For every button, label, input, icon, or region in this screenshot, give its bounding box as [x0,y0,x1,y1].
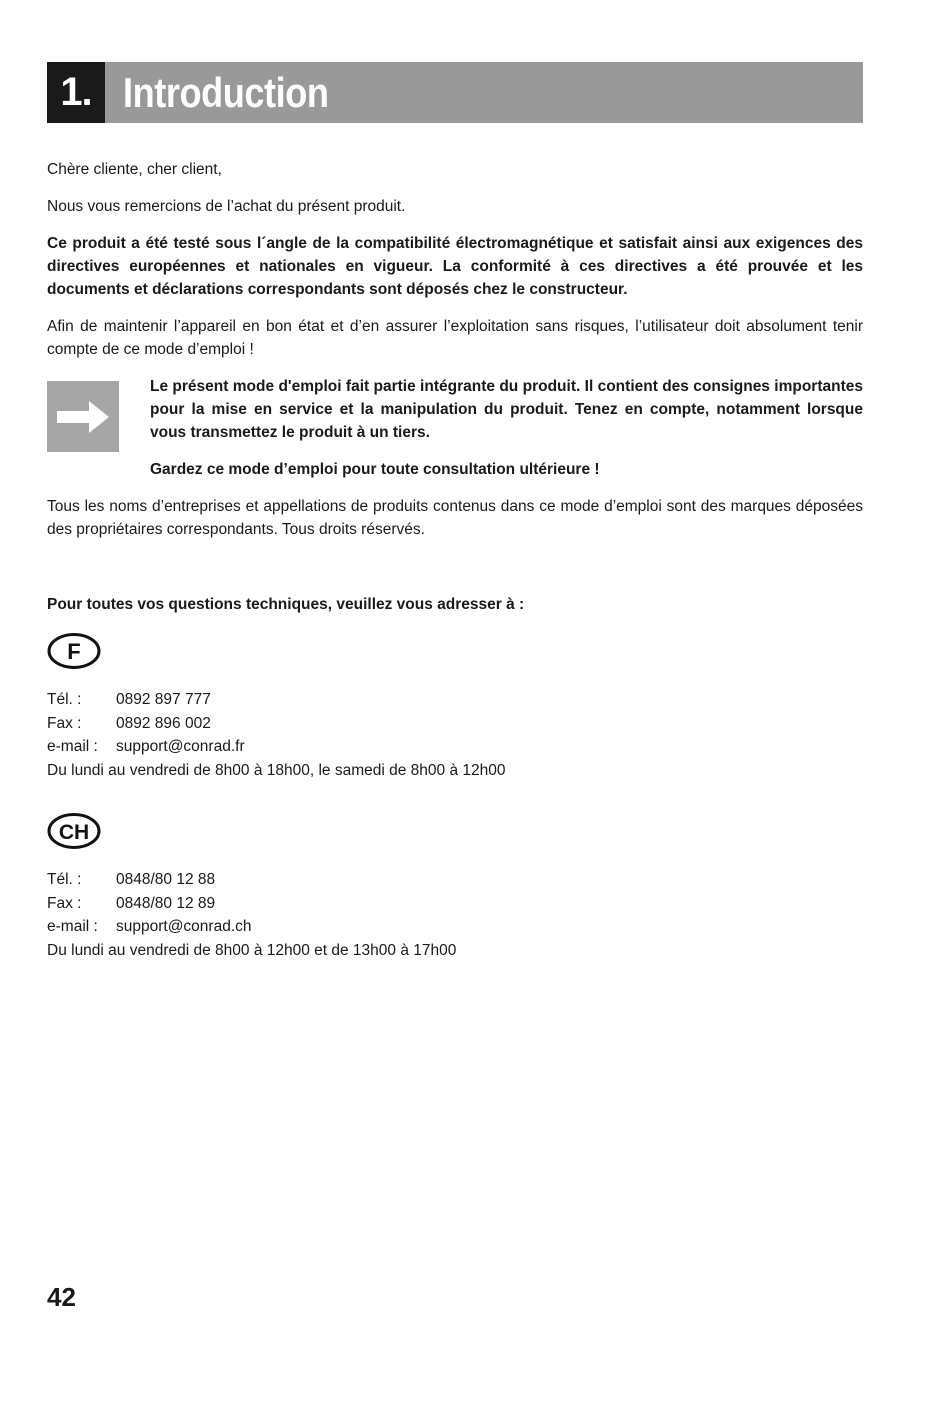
conformity-paragraph: Ce produit a été testé sous l´angle de la compatibilité électromagnétique et satisfait ainsi aux exigences des directives européennes et nationales en vigueur. La conformité à ces directives a été prouvée et les documents et déclarations correspondants sont déposés chez le constructeur. [47,235,863,298]
email-value: support@conrad.ch [116,918,252,935]
contact-heading: Pour toutes vos questions techniques, veuillez vous adresser à : [47,596,525,613]
fax-label: Fax : [47,714,82,732]
contact-row-tel [47,688,863,712]
contact-row-fax [47,712,863,736]
note-paragraph-2: Gardez ce mode d’emploi pour toute consultation ultérieure ! [150,461,600,478]
page-number: 42 [47,1282,76,1312]
contact-row-email [47,735,863,759]
arrow-right-icon [47,381,119,452]
email-label: e-mail : [47,738,98,755]
contact-row-email [47,915,863,939]
maintain-paragraph: Afin de maintenir l’appareil en bon état et d’en assurer l’exploitation sans risques, l’utilisateur doit absolument tenir compte de ce mode d’emploi ! [47,318,863,358]
contact-row-tel [47,868,863,892]
contact-france [47,688,863,782]
section-header [47,62,863,123]
main-content [47,158,863,962]
tel-value: 0892 897 777 [116,691,211,708]
hours-text: Du lundi au vendredi de 8h00 à 12h00 et de 13h00 à 17h00 [47,941,457,959]
note-text [150,375,863,495]
tel-label: Tél. : [47,871,82,888]
trademark-paragraph: Tous les noms d’entreprises et appellations de produits contenus dans ce mode d’emploi sont des marques déposées des propriétaires correspondants. Tous droits réservés. [47,498,863,538]
badge-label-switzerland: CH [58,821,90,844]
greeting: Chère cliente, cher client, [47,161,222,178]
note-paragraph-1: Le présent mode d'emploi fait partie intégrante du produit. Il contient des consignes importantes pour la mise en service et la manipulation du produit. Tenez en compte, notamment lorsque vous transmettez le produit à un tiers. [150,378,863,441]
tel-value: 0848/80 12 88 [116,871,216,888]
badge-label-france: F [67,639,81,664]
fax-value: 0848/80 12 89 [116,894,216,912]
section-number: 1. [47,62,105,123]
contact-row-fax [47,892,863,916]
fax-value: 0892 896 002 [116,714,211,732]
country-badge-switzerland [47,812,101,850]
note-block [47,375,863,495]
fax-label: Fax : [47,894,82,912]
contact-switzerland [47,868,863,962]
email-label: e-mail : [47,918,98,935]
section-title: Introduction [123,68,329,116]
email-value: support@conrad.fr [116,738,245,755]
thanks-paragraph: Nous vous remercions de l’achat du présent produit. [47,198,406,215]
country-badge-france [47,632,101,670]
hours-text: Du lundi au vendredi de 8h00 à 18h00, le samedi de 8h00 à 12h00 [47,761,506,779]
tel-label: Tél. : [47,691,82,708]
